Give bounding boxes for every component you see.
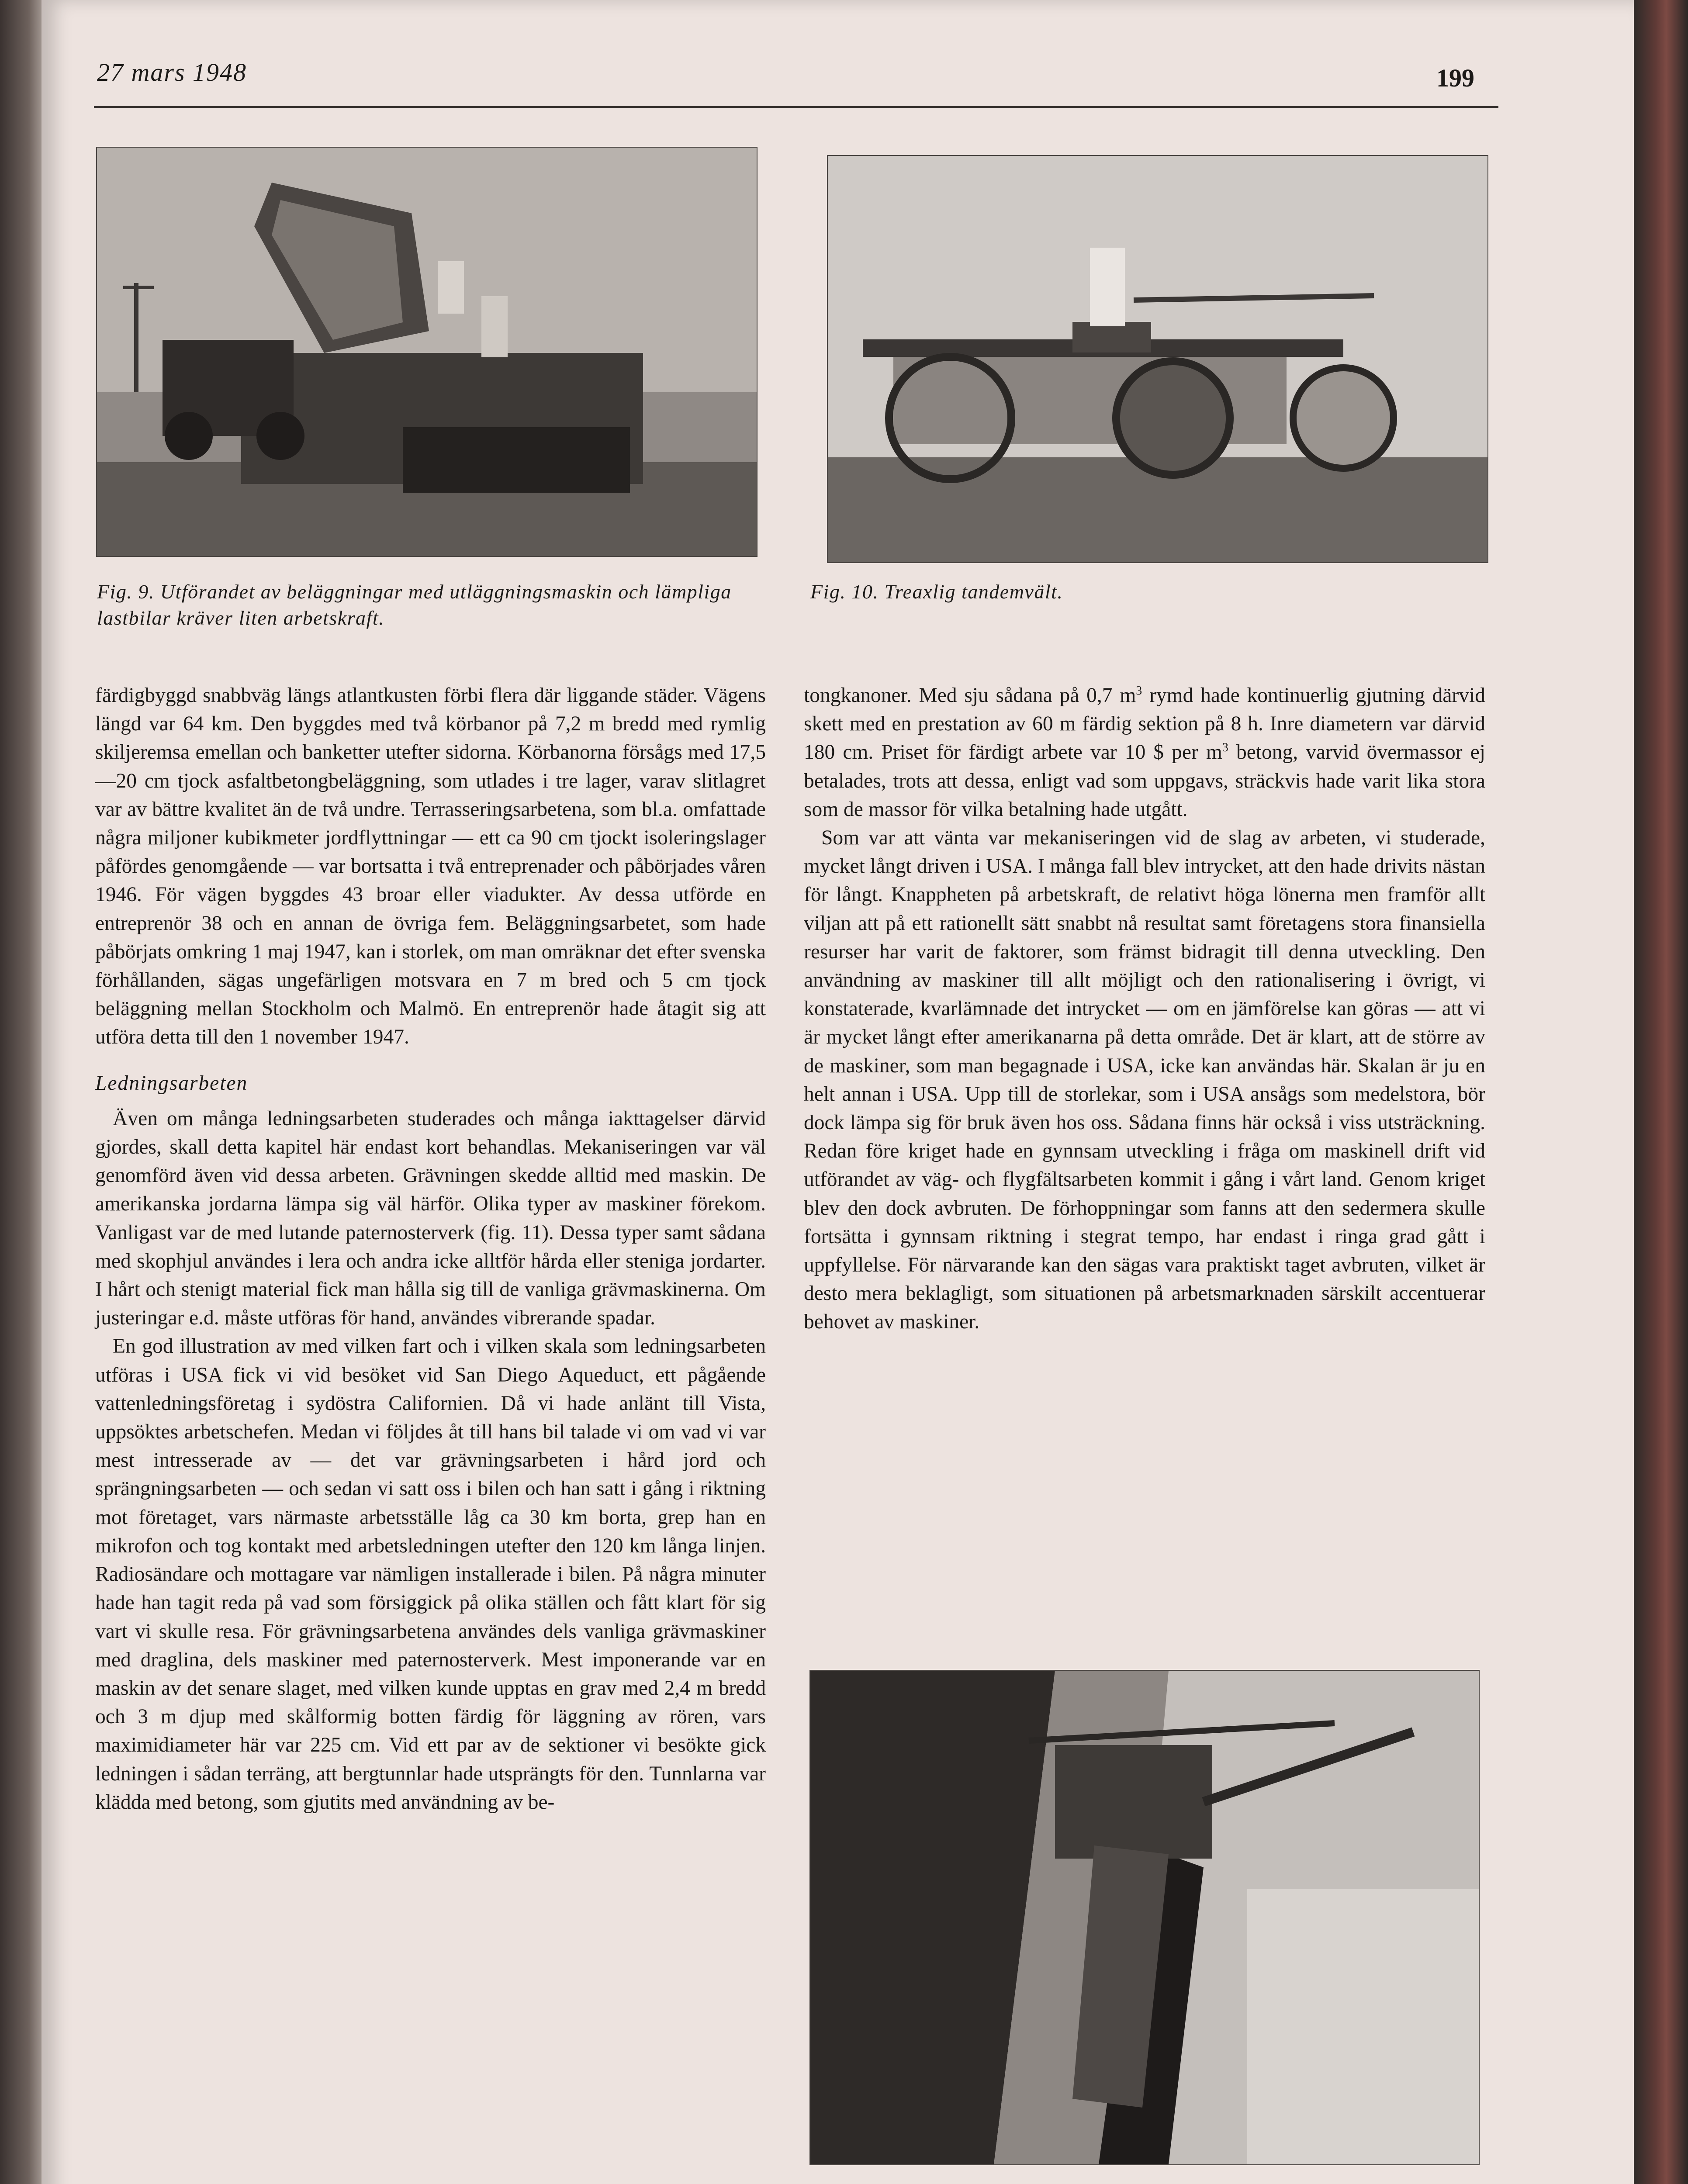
- book-edge: [1634, 0, 1688, 2184]
- right-p1-text-b: rymd hade kontinuerlig gjutning därvid skett med en prestation av 60 m färdig sektion på 8 h. Inre diametern var därvid 180 cm. Priset för färdigt arbete var 10 $ per m: [804, 684, 1486, 764]
- header-date: 27 mars 1948: [97, 58, 247, 86]
- fig9-caption: Fig. 9. Utförandet av beläggningar med utläggningsmaskin och lämpliga lastbilar kräver liten arbetskraft.: [97, 581, 732, 629]
- fig9-photo: [97, 148, 757, 556]
- left-paragraph-1: färdigbyggd snabbväg längs atlantkusten förbi flera där liggande städer. Vägens längd var 64 km. Den byggdes med två körbanor på 7,2 m bredd med rymlig skiljeremsa emellan och banketter utefter sidorna. Körbanorna försågs med 17,5—20 cm tjock asfaltbetongbeläggning, som utlades i tre lager, varav slitlagret var av bättre kvalitet än de två undre. Terrasseringsarbetena, som bl.a. omfattade några miljoner kubikmeter jordflyttningar — ett ca 90 cm tjockt isoleringslager påfördes genomgående — var bortsatta i två entreprenader och påbörjades våren 1946. För vägen byggdes 43 broar eller viadukter. Av dessa utförde en entreprenör 38 och en annan de övriga fem. Beläggningsarbetet, som hade påbörjats omkring 1 maj 1947, kan i storlek, om man omräknar det efter svenska förhållanden, sägas ungefärligen motsvara en 7 m bred och 5 cm tjock beläggning mellan Stockholm och Malmö. En entreprenör hade åtagit sig att utföra detta till den 1 november 1947.: [95, 684, 766, 1049]
- left-paragraph-3: En god illustration av med vilken fart och i vilken skala som ledningsarbeten utföras i USA fick vi vid besöket vid San Diego Aqueduct, ett pågående vattenledningsföretag i sydöstra Californien. Då vi hade anlänt till Vista, uppsöktes arbetschefen. Medan vi följdes åt till hans bil talade vi om vad vi var mest intresserade av — det var grävningsarbeten i hård jord och sprängningsarbeten — och sedan vi satt oss i bilen och han satt i gång i riktning mot företaget, vars närmaste arbetsställe låg ca 30 km borta, grep han en mikrofon och tog kontakt med arbetsledningen utefter den 120 km långa linjen. Radiosändare och mottagare var nämligen installerade i bilen. På några minuter hade han tagit reda på vad som försiggick på olika ställen och fått klart för sig vart vi skulle resa. För grävningsarbetena användes dels vanliga grävmaskiner med draglina, dels maskiner med paternosterverk. Mest imponerande var en maskin av det senare slaget, med vilken kunde upptas en grav med 2,4 m bredd och 3 m djup med skålformig botten färdig för läggning av rören, vars maximidiameter här var 225 cm. Vid ett par av de sektioner vi besökte gick ledningen i sådan terräng, att bergtunnlar hade utsprängts för den. Tunnlarna var klädda med betong, som gjutits med användning av be-: [95, 1335, 766, 1814]
- right-p1-text-c: betong, varvid övermassor ej betalades, trots att dessa, enligt vad som uppgavs, sträckvis hade varit lika stora som de massor för vilka betalning hade utgått.: [804, 741, 1485, 821]
- right-paragraph-2: Som var att vänta var mekaniseringen vid de slag av arbeten, vi studerade, mycket långt driven i USA. I många fall blev intrycket, att den hade drivits nästan för långt. Knappheten på arbetskraft, de relativt höga lönerna men framför allt viljan att på ett rationellt sätt snabbt nå resultat samt företagens stora finansiella resurser har varit de faktorer, som främst bidragit till denna utveckling. Den användning av maskiner till allt möjligt och den rationalisering i övrigt, vi konstaterade, kvarlämnade det intrycket — om en jämförelse kan göras — att vi är mycket långt efter amerikanarna på detta område. Det är klart, att de större av de maskiner, som man begagnade i USA, icke kan användas här. Skalan är ju en helt annan i USA. Upp till de storlekar, som i USA ansågs som medelstora, bör dock lämpa sig för bruk även hos oss. Sådana finns här också i viss utsträckning. Redan före kriget hade en gynnsam utveckling i fråga om maskinell drift vid utförandet av väg- och flygfältsarbeten kommit i gång i vårt land. Genom kriget blev den dock avbruten. De förhoppningar som fanns att den sedermera skulle fortsätta i gynnsam riktning i stegrat tempo, har endast i ringa grad gått i uppfyllelse. För närvarande kan den sägas vara praktiskt taget avbruten, vilket är desto mera beklagligt, som situationen på arbetsmarknaden särskilt accentuerar behovet av maskiner.: [804, 826, 1485, 1334]
- cubic-superscript-2: 3: [1222, 741, 1228, 755]
- right-p1-text-a: tongkanoner. Med sju sådana på 0,7 m: [804, 684, 1136, 707]
- tandem-roller-photo: [828, 156, 1487, 562]
- fig10-caption: Fig. 10. Treaxlig tandemvält.: [810, 581, 1063, 603]
- right-text-column: [804, 681, 1485, 1337]
- left-text-column: [95, 681, 766, 1817]
- page-number: 199: [1436, 64, 1474, 92]
- left-paragraph-2: Även om många ledningsarbeten studerades och många iakttagelser därvid gjordes, skall detta kapitel här endast kort behandlas. Mekaniseringen var väl genomförd även vid dessa arbeten. Grävningen skedde alltid med maskin. De amerikanska jordarna lämpa sig väl härför. Olika typer av maskiner förekom. Vanligast var de med lutande paternosterverk (fig. 11). Dessa typer samt sådana med skophjul användes i lera och andra icke alltför hårda eller steniga jordarter. I hårt och stenigt material fick man hålla sig till de vanliga grävmaskinerna. Om justeringar e.d. måste utföras för hand, användes vibrerande spadar.: [95, 1107, 766, 1330]
- fig10-photo: [828, 156, 1487, 562]
- paving-machine-photo: [97, 148, 757, 556]
- cubic-superscript-1: 3: [1136, 684, 1142, 698]
- right-paragraph-1: [804, 681, 1485, 824]
- fig11-photo: [810, 1671, 1479, 2164]
- header-rule: [94, 106, 1498, 108]
- trench-excavation-photo: [810, 1671, 1479, 2164]
- subheading-ledningsarbeten: Ledningsarbeten: [95, 1071, 248, 1095]
